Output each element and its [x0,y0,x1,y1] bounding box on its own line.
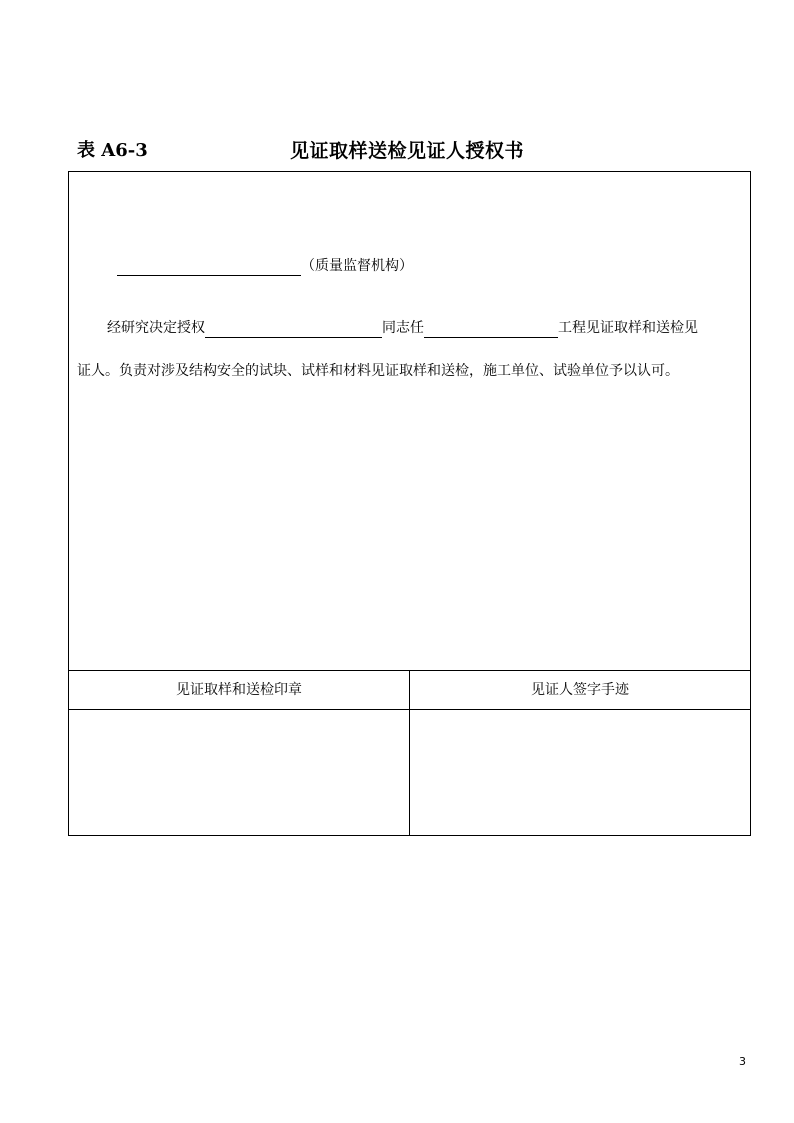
agency-suffix: （质量监督机构） [301,258,413,274]
project-name-blank[interactable] [424,321,558,338]
authorization-form-table [68,171,751,836]
column-divider [409,671,410,835]
form-title: 见证取样送检见证人授权书 [290,140,525,162]
signature-header: 见证人签字手迹 [531,682,629,698]
project-text: 工程见证取样和送检见 [558,320,698,336]
agency-line [117,256,413,276]
seal-cell[interactable] [69,710,409,835]
duty-line: 证人。负责对涉及结构安全的试块、试样和材料见证取样和送检，施工单位、试验单位予以认可。 [77,363,679,379]
decision-line [107,318,698,338]
agency-blank[interactable] [117,259,301,276]
authorization-body [69,172,750,671]
seal-header: 见证取样和送检印章 [176,682,302,698]
witness-name-blank[interactable] [205,321,382,338]
decision-prefix: 经研究决定授权 [107,320,205,336]
signature-cell[interactable] [410,710,750,835]
page-number: 3 [739,1055,746,1068]
form-code: 表 A6-3 [77,140,148,161]
comrade-text: 同志任 [382,320,424,336]
